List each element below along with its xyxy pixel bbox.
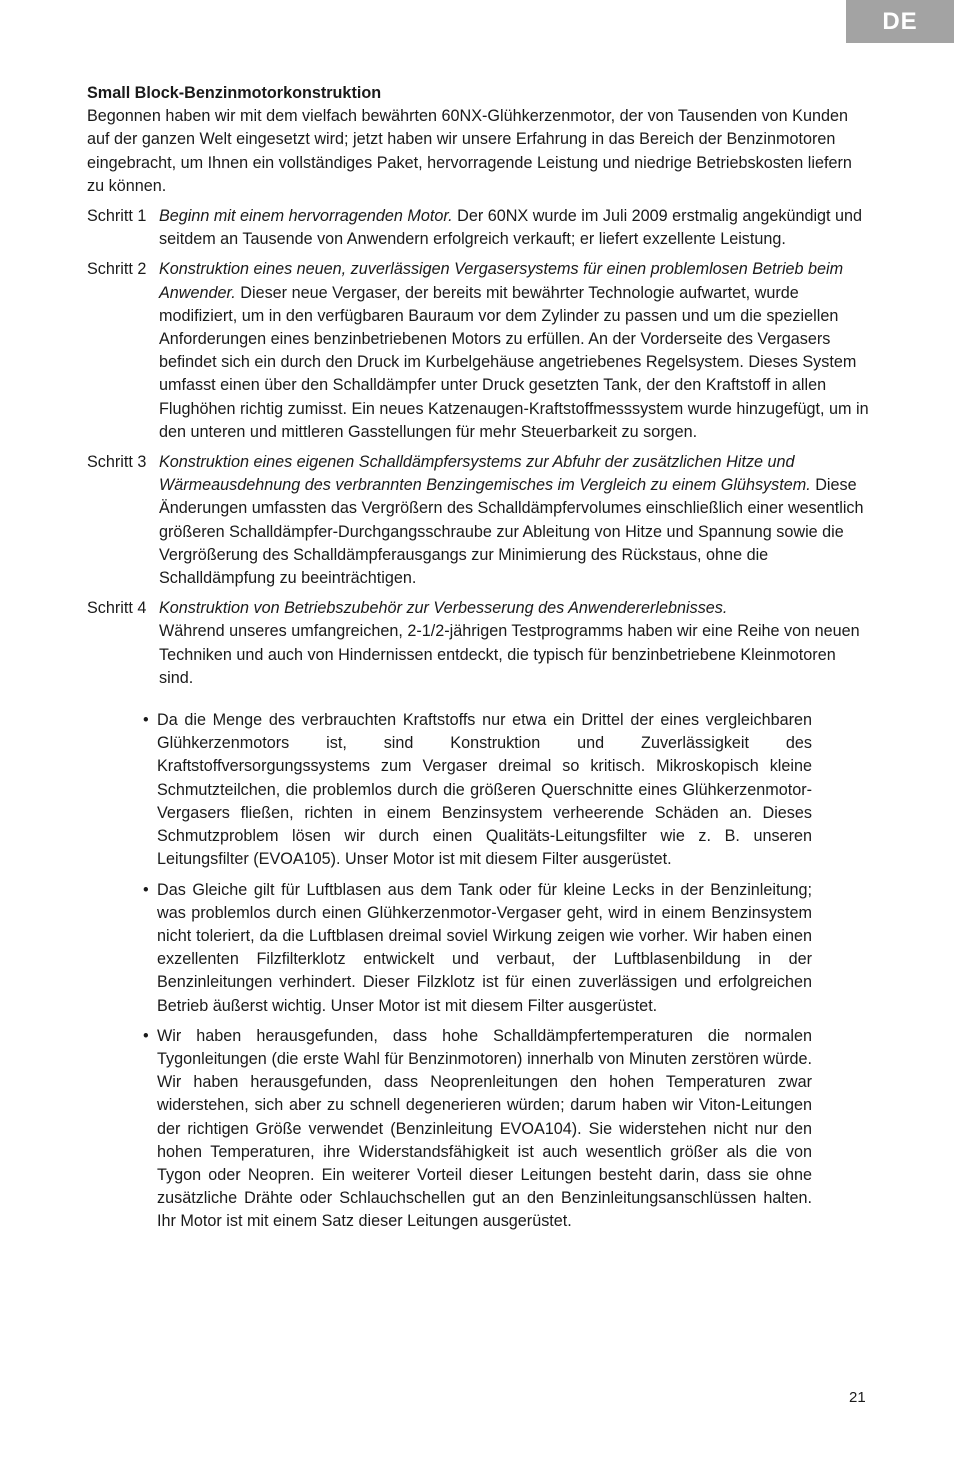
page-number: 21 xyxy=(849,1389,866,1406)
list-item xyxy=(143,1025,812,1234)
step-lead: Konstruktion eines neuen, zuverlässigen Vergasersystems für einen problemlosen Betrieb beim Anwender. xyxy=(159,260,844,302)
step-text: Der 60NX wurde im Juli 2009 erstmalig angekündigt und seitdem an Tausende von Anwendern erfolgreich verkauft; er liefert exzellente Leistung. xyxy=(159,207,863,249)
step-lead: Beginn mit einem hervorragenden Motor. xyxy=(159,207,453,226)
article-body xyxy=(87,82,872,1241)
bullet-icon: • xyxy=(143,711,149,730)
step-item xyxy=(87,258,872,444)
bullet-text: Wir haben herausgefunden, dass hohe Schalldämpfertemperaturen die normalen Tygonleitungen (die erste Wahl für Benzinmotoren) innerhalb von Minuten zerstören würde. Wir haben herausgefunden, dass Neoprenleitungen den hohen Temperaturen zwar widerstehen, sich aber zu schnell degenerieren würden; darum haben wir Viton-Leitungen der richtigen Größe verwendet (Benzinleitung EVOA104). Sie widerstehen nicht nur den hohen Temperaturen, ihre Widerstandsfähigkeit ist auch wesentlich größer als die von Tygon oder Neopren. Ein weiterer Vorteil dieser Leitungen besteht darin, dass sie ohne zusätzliche Drähte oder Schlauchschellen gut an den Benzinleitungsanschlüssen halten. Ihr Motor ist mit einem Satz dieser Leitungen ausgerüstet. xyxy=(157,1026,812,1231)
bullet-icon: • xyxy=(143,880,149,899)
list-item xyxy=(143,879,812,1018)
step-label: Schritt 2 xyxy=(87,260,147,279)
step-text: Dieser neue Vergaser, der bereits mit bewährter Technologie aufwartet, wurde modifiziert, um in den verfügbaren Bauraum vor dem Zylinder zu passen und um die speziellen Anforderungen eines benzinbetriebenen Motors zu erfüllen. An der Vorderseite des Vergasers befindet sich ein durch den Druck im Kurbelgehäuse angetriebenes Regelsystem. Dieses System umfasst einen über den Schalldämpfer unter Druck gesetzten Tank, der den Kraftstoff in allen Flughöhen richtig zumisst. Ein neues Katzenaugen-Kraftstoffmesssystem wurde hinzugefügt, um in den unteren und mittleren Gasstellungen für mehr Steuerbarkeit zu sorgen. xyxy=(159,283,869,441)
step-item xyxy=(87,451,872,590)
section-title: Small Block-Benzinmotorkonstruktion xyxy=(87,84,382,102)
step-label: Schritt 3 xyxy=(87,453,147,472)
bullet-text: Das Gleiche gilt für Luftblasen aus dem Tank oder für kleine Lecks in der Benzinleitung; was problemlos durch einen Glühkerzenmotor-Vergaser geht, wird in einem Benzinsystem nicht toleriert, da die Luftblasen dreimal soviel Wirkung zeigen wie vorher. Wir haben einen exzellenten Filzfilterklotz entwickelt und verbaut, der Luftblasenbildung in der Benzinleitungen verhindert. Dieser Filzklotz ist für einen zuverlässigen und erfolgreichen Betrieb äußerst wichtig. Unser Motor ist mit diesem Filter ausgerüstet. xyxy=(157,880,812,1015)
step-label: Schritt 4 xyxy=(87,599,147,618)
language-tab: DE xyxy=(846,0,954,43)
step-text: Diese Änderungen umfassten das Vergrößern des Schalldämpfervolumes einschließlich einer wesentlich größeren Schalldämpfer-Durchgangsschraube zur Ableitung von Hitze und Spannung sowie die Vergrößerung des Schalldämpferausgangs zur Minimierung des Rückstaus, ohne die Schalldämpfung zu beeinträchtigen. xyxy=(159,476,864,588)
bullet-text: Da die Menge des verbrauchten Kraftstoffs nur etwa ein Drittel der eines vergleichbaren Glühkerzenmotors ist, sind Konstruktion und Zuverlässigkeit des Kraftstoffversorgungssystems zum Vergaser dreimal so kritisch. Mikroskopisch kleine Schmutzteilchen, die problemlos durch die größeren Querschnitte eines Glühkerzenmotor-Vergasers fließen, richten in einem Benzinsystem verheerende Schäden an. Dieses Schmutzproblem lösen wir durch einen Qualitäts-Leitungsfilter wie z. B. unseren Leitungsfilter (EVOA105). Unser Motor ist mit diesem Filter ausgerüstet. xyxy=(157,711,812,869)
bullet-list xyxy=(87,709,812,1233)
list-item xyxy=(143,709,812,871)
step-text: Während unseres umfangreichen, 2-1/2-jährigen Testprogramms haben wir eine Reihe von neuen Techniken und auch von Hindernissen entdeckt, die typisch für benzinbetriebene Kleinmotoren sind. xyxy=(159,622,860,687)
step-item xyxy=(87,205,872,251)
step-label: Schritt 1 xyxy=(87,207,147,226)
step-lead: Konstruktion von Betriebszubehör zur Verbesserung des Anwendererlebnisses. xyxy=(159,599,728,618)
bullet-icon: • xyxy=(143,1026,149,1045)
step-item xyxy=(87,597,872,690)
intro-paragraph: Begonnen haben wir mit dem vielfach bewährten 60NX-Glühkerzenmotor, der von Tausenden von Kunden auf der ganzen Welt eingesetzt wird; jetzt haben wir unsere Erfahrung in das Bereich der Benzinmotoren eingebracht, um Ihnen ein vollständiges Paket, hervorragende Leistung und niedrige Betriebskosten liefern zu können. xyxy=(87,107,852,195)
step-lead: Konstruktion eines eigenen Schalldämpfersystems zur Abfuhr der zusätzlichen Hitze und Wärmeausdehnung des verbrannten Benzingemisches im Vergleich zu einem Glühsystem. xyxy=(159,453,811,495)
